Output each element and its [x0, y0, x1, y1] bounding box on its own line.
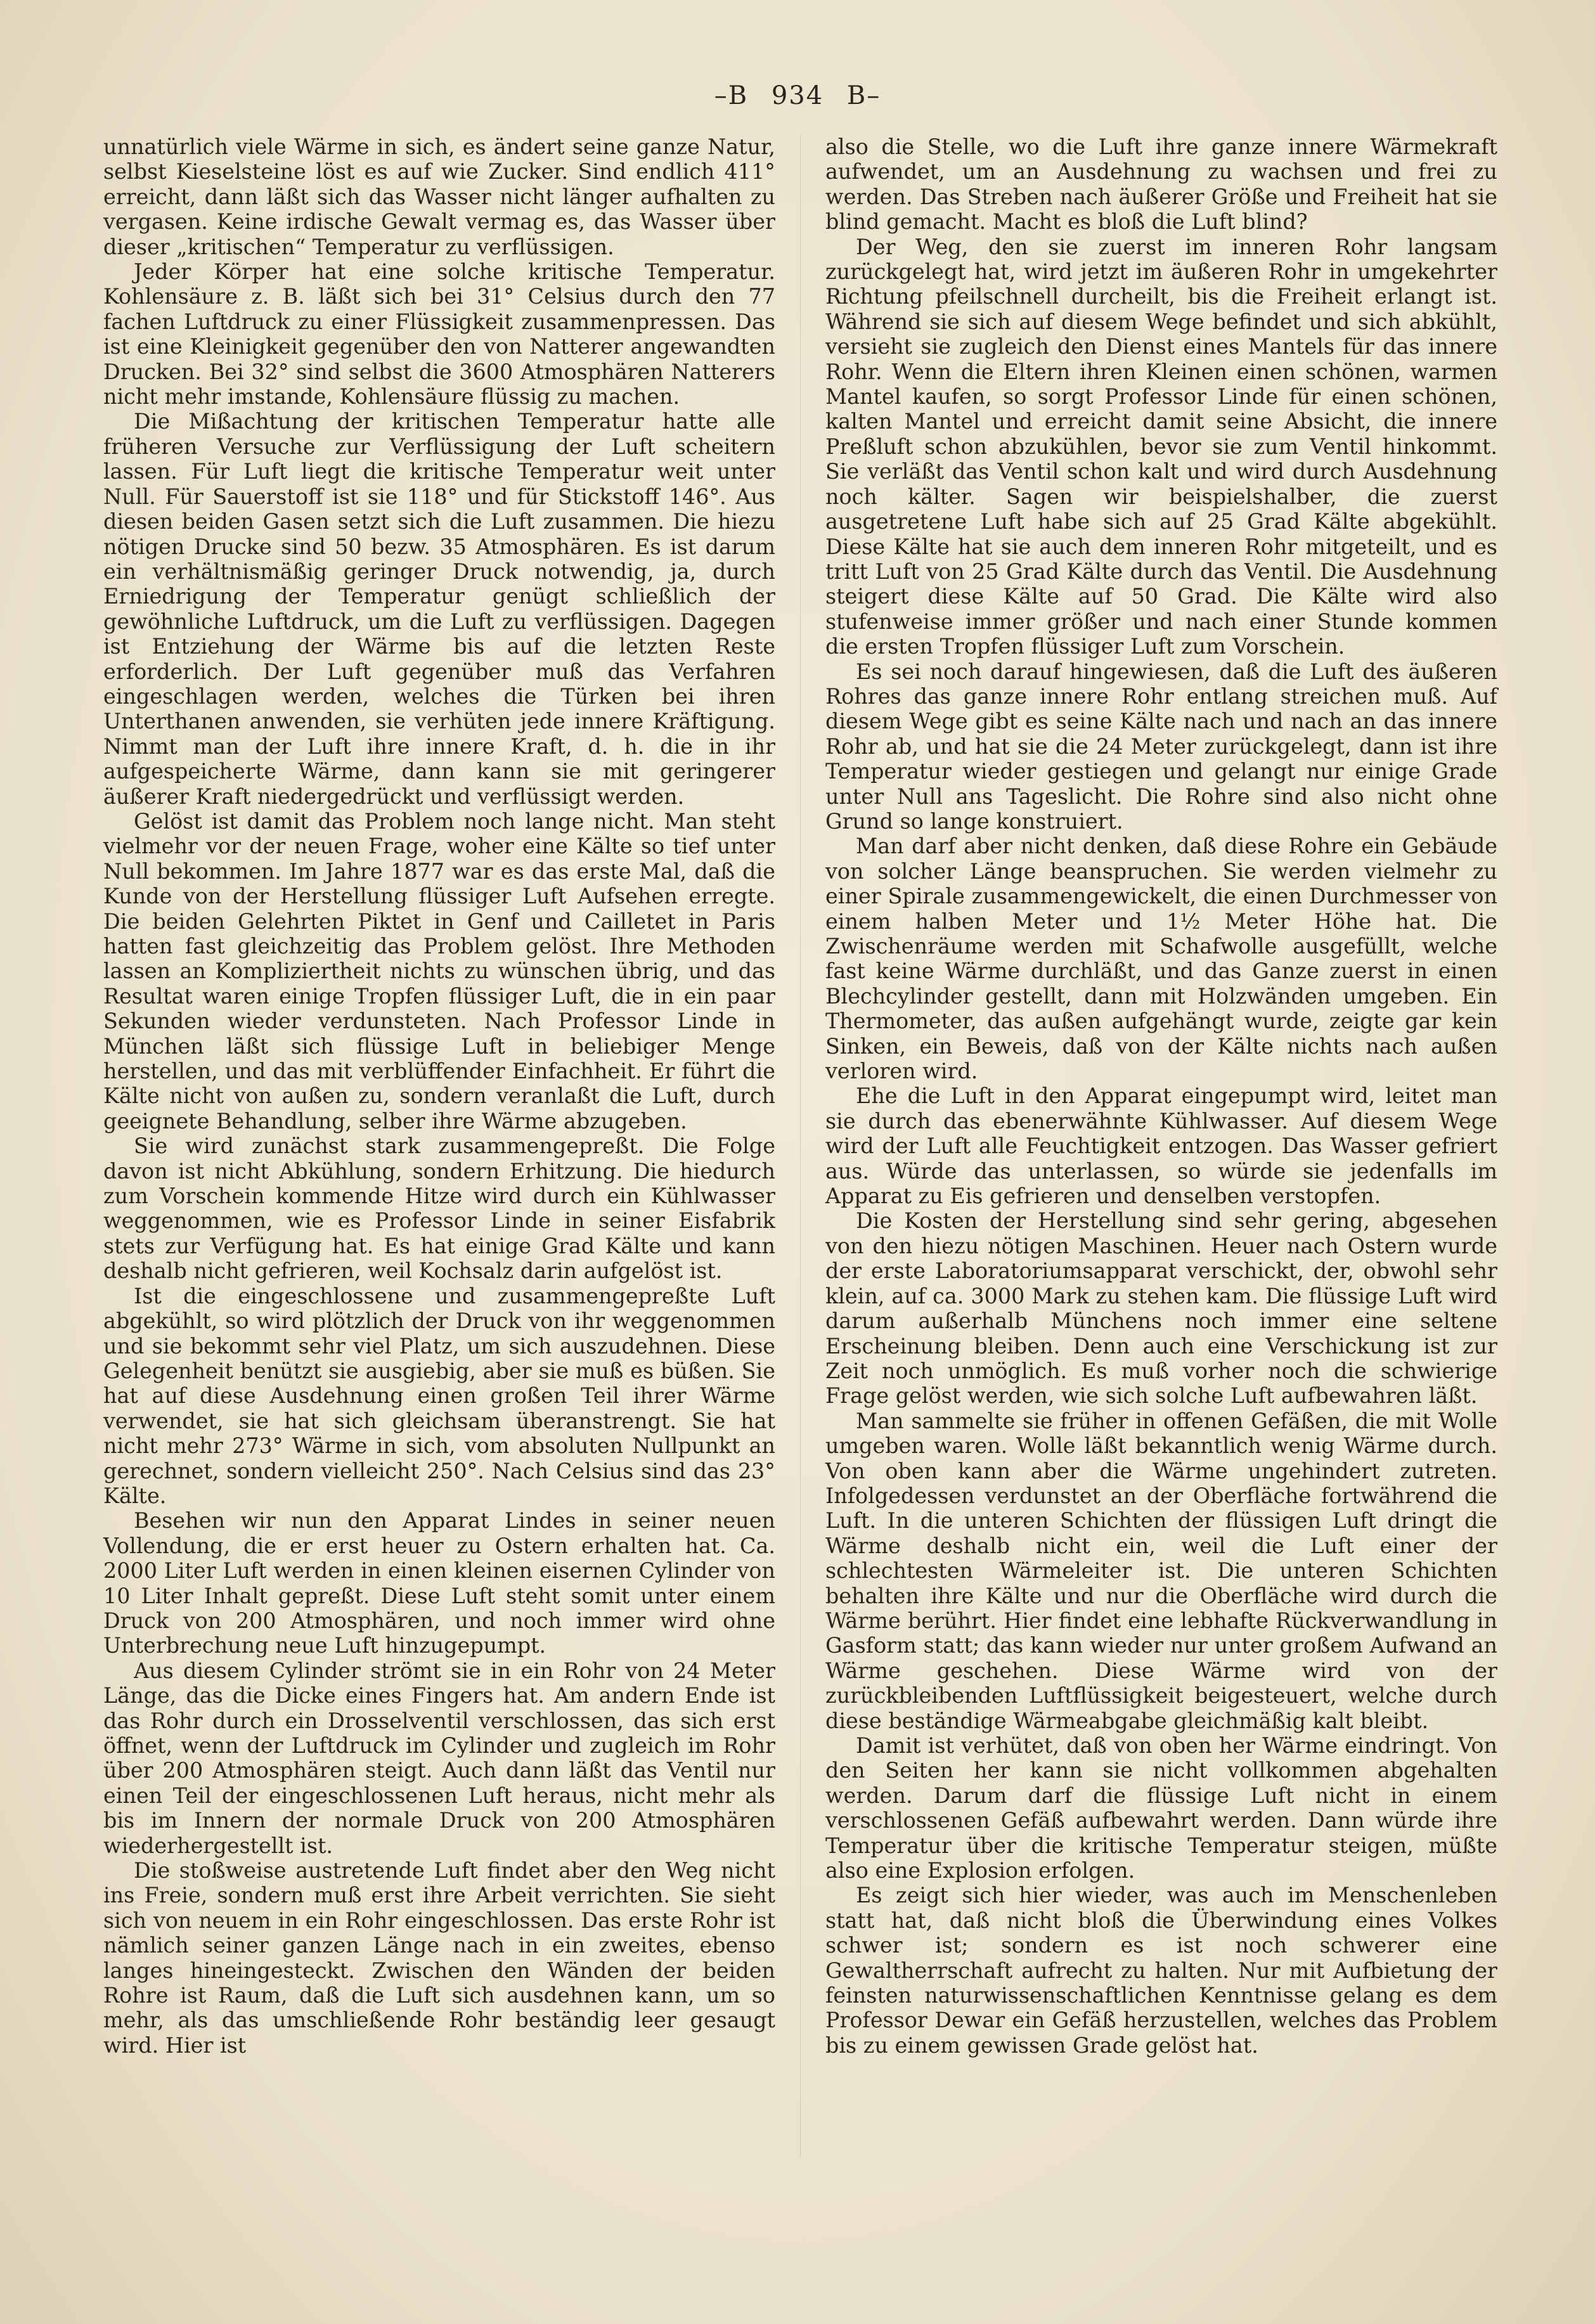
paragraph: Der Weg, den sie zuerst im inneren Rohr langsam zurückgelegt hat, wird jetzt im äußeren Rohr in umgekehrter Richtung pfeilschnell durcheilt, bis die Freiheit erlangt ist. Während sie sich auf diesem Wege befindet und sich abkühlt, versieht sie zugleich den Dienst eines Mantels für das innere Rohr. Wenn die Eltern ihren Kleinen einen schönen, warmen Mantel kaufen, so sorgt Professor Linde für einen schönen, kalten Mantel und erreicht damit seine Absicht, die innere Preßluft schon abzukühlen, bevor sie zum Ventil hinkommt. Sie verläßt das Ventil schon kalt und wird durch Ausdehnung noch kälter. Sagen wir beispielshalber, die zuerst ausgetretene Luft habe sich auf 25 Grad Kälte abgekühlt. Diese Kälte hat sie auch dem inneren Rohr mitgeteilt, und es tritt Luft von 25 Grad Kälte durch das Ventil. Die Ausdehnung steigert diese Kälte auf 50 Grad. Die Kälte wird also stufenweise immer größer und nach einer Stunde kommen die ersten Tropfen flüssiger Luft zum Vorschein.: [825, 234, 1497, 659]
paragraph: Die stoßweise austretende Luft findet aber den Weg nicht ins Freie, sondern muß erst ihre Arbeit verrichten. Sie sieht sich von neuem in ein Rohr eingeschlossen. Das erste Rohr ist nämlich seiner ganzen Länge nach in ein zweites, ebenso langes hineingesteckt. Zwischen den Wänden der beiden Rohre ist Raum, daß die Luft sich ausdehnen kann, um so mehr, als das umschließende Rohr beständig leer gesaugt wird. Hier ist: [103, 1858, 775, 2058]
paragraph: Man sammelte sie früher in offenen Gefäßen, die mit Wolle umgeben waren. Wolle läßt bekanntlich wenig Wärme durch. Von oben kann aber die Wärme ungehindert zutreten. Infolgedessen verdunstet an der Oberfläche fortwährend die Luft. In die unteren Schichten der flüssigen Luft dringt die Wärme deshalb nicht ein, weil die Luft einer der schlechtesten Wärmeleiter ist. Die unteren Schichten behalten ihre Kälte und nur die Oberfläche wird durch die Wärme berührt. Hier findet eine lebhafte Rückverwandlung in Gasform statt; das kann wieder nur unter großem Aufwand an Wärme geschehen. Diese Wärme wird von der zurückbleibenden Luftflüssigkeit beigesteuert, welche durch diese beständige Wärmeabgabe gleichmäßig kalt bleibt.: [825, 1408, 1497, 1733]
left-column: [103, 134, 775, 2058]
paragraph: Aus diesem Cylinder strömt sie in ein Rohr von 24 Meter Länge, das die Dicke eines Fingers hat. Am andern Ende ist das Rohr durch ein Drosselventil verschlossen, das sich erst öffnet, wenn der Luftdruck im Cylinder und zugleich im Rohr über 200 Atmosphären steigt. Auch dann läßt das Ventil nur einen Teil der eingeschlossenen Luft heraus, nicht mehr als bis im Innern der normale Druck von 200 Atmosphären wiederhergestellt ist.: [103, 1658, 775, 1858]
ornament-right: B–: [846, 81, 881, 110]
page-header: [0, 81, 1595, 110]
paragraph: Die Mißachtung der kritischen Temperatur hatte alle früheren Versuche zur Verflüssigung der Luft scheitern lassen. Für Luft liegt die kritische Temperatur weit unter Null. Für Sauerstoff ist sie 118° und für Stickstoff 146°. Aus diesen beiden Gasen setzt sich die Luft zusammen. Die hiezu nötigen Drucke sind 50 bezw. 35 Atmosphären. Es ist darum ein verhältnismäßig geringer Druck notwendig, ja, durch Erniedrigung der Temperatur genügt schließlich der gewöhnliche Luftdruck, um die Luft zu verflüssigen. Dagegen ist Entziehung der Wärme bis auf die letzten Reste erforderlich. Der Luft gegenüber muß das Verfahren eingeschlagen werden, welches die Türken bei ihren Unterthanen anwenden, sie verhüten jede innere Kräftigung. Nimmt man der Luft ihre innere Kraft, d. h. die in ihr aufgespeicherte Wärme, dann kann sie mit geringerer äußerer Kraft niedergedrückt und verflüssigt werden.: [103, 409, 775, 809]
column-gutter: [800, 134, 801, 2157]
paragraph: Sie wird zunächst stark zusammengepreßt. Die Folge davon ist nicht Abkühlung, sondern Erhitzung. Die hiedurch zum Vorschein kommende Hitze wird durch ein Kühlwasser weggenommen, wie es Professor Linde in seiner Eisfabrik stets zur Verfügung hat. Es hat einige Grad Kälte und kann deshalb nicht gefrieren, weil Kochsalz darin aufgelöst ist.: [103, 1133, 775, 1284]
right-column: [825, 134, 1497, 2058]
paragraph: Ist die eingeschlossene und zusammengepreßte Luft abgekühlt, so wird plötzlich der Druck von ihr weggenommen und sie bekommt sehr viel Platz, um sich auszudehnen. Diese Gelegenheit benützt sie ausgiebig, aber sie muß es büßen. Sie hat auf diese Ausdehnung einen großen Teil ihrer Wärme verwendet, sie hat sich gleichsam überanstrengt. Sie hat nicht mehr 273° Wärme in sich, vom absoluten Nullpunkt an gerechnet, sondern vielleicht 250°. Nach Celsius sind das 23° Kälte.: [103, 1283, 775, 1508]
ornament-left: –B: [714, 81, 749, 110]
paragraph: also die Stelle, wo die Luft ihre ganze innere Wärmekraft aufwendet, um an Ausdehnung zu wachsen und frei zu werden. Das Streben nach äußerer Größe und Freiheit hat sie blind gemacht. Macht es bloß die Luft blind?: [825, 134, 1497, 235]
paragraph: Jeder Körper hat eine solche kritische Temperatur. Kohlensäure z. B. läßt sich bei 31° Celsius durch den 77 fachen Luftdruck zu einer Flüssigkeit zusammenpressen. Das ist eine Kleinigkeit gegenüber den von Natterer angewandten Drucken. Bei 32° sind selbst die 3600 Atmosphären Natterers nicht mehr imstande, Kohlensäure flüssig zu machen.: [103, 259, 775, 410]
paragraph: Ehe die Luft in den Apparat eingepumpt wird, leitet man sie durch das ebenerwähnte Kühlwasser. Auf diesem Wege wird der Luft alle Feuchtigkeit entzogen. Das Wasser gefriert aus. Würde das unterlassen, so würde sie jedenfalls im Apparat zu Eis gefrieren und denselben verstopfen.: [825, 1083, 1497, 1209]
page-number: 934: [771, 81, 824, 110]
paragraph: Es sei noch darauf hingewiesen, daß die Luft des äußeren Rohres das ganze innere Rohr entlang streichen muß. Auf diesem Wege gibt es seine Kälte nach und nach an das innere Rohr ab, und hat sie die 24 Meter zurückgelegt, dann ist ihre Temperatur wieder gestiegen und gelangt nur einige Grade unter Null ans Tageslicht. Die Rohre sind also nicht ohne Grund so lange konstruiert.: [825, 659, 1497, 834]
paragraph: Besehen wir nun den Apparat Lindes in seiner neuen Vollendung, die er erst heuer zu Ostern erhalten hat. Ca. 2000 Liter Luft werden in einen kleinen eisernen Cylinder von 10 Liter Inhalt gepreßt. Diese Luft steht somit unter einem Druck von 200 Atmosphären, und noch immer wird ohne Unterbrechung neue Luft hinzugepumpt.: [103, 1508, 775, 1658]
paragraph: Man darf aber nicht denken, daß diese Rohre ein Gebäude von solcher Länge beanspruchen. Sie werden vielmehr zu einer Spirale zusammengewickelt, die einen Durchmesser von einem halben Meter und 1½ Meter Höhe hat. Die Zwischenräume werden mit Schafwolle ausgefüllt, welche fast keine Wärme durchläßt, und das Ganze zuerst in einen Blechcylinder gestellt, dann mit Holzwänden umgeben. Ein Thermometer, das außen aufgehängt wurde, zeigte gar kein Sinken, ein Beweis, daß von der Kälte nichts nach außen verloren wird.: [825, 834, 1497, 1084]
paragraph: Damit ist verhütet, daß von oben her Wärme eindringt. Von den Seiten her kann sie nicht vollkommen abgehalten werden. Darum darf die flüssige Luft nicht in einem verschlossenen Gefäß aufbewahrt werden. Dann würde ihre Temperatur über die kritische Temperatur steigen, müßte also eine Explosion erfolgen.: [825, 1733, 1497, 1883]
paragraph: Gelöst ist damit das Problem noch lange nicht. Man steht vielmehr vor der neuen Frage, woher eine Kälte so tief unter Null bekommen. Im Jahre 1877 war es das erste Mal, daß die Kunde von der Herstellung flüssiger Luft Aufsehen erregte. Die beiden Gelehrten Piktet in Genf und Cailletet in Paris hatten fast gleichzeitig das Problem gelöst. Ihre Methoden lassen an Kompliziertheit nichts zu wünschen übrig, und das Resultat waren einige Tropfen flüssiger Luft, die in ein paar Sekunden wieder verdunsteten. Nach Professor Linde in München läßt sich flüssige Luft in beliebiger Menge herstellen, und das mit verblüffender Einfachheit. Er führt die Kälte nicht von außen zu, sondern veranlaßt die Luft, durch geeignete Behandlung, selber ihre Wärme abzugeben.: [103, 808, 775, 1133]
paragraph: unnatürlich viele Wärme in sich, es ändert seine ganze Natur, selbst Kieselsteine löst es auf wie Zucker. Sind endlich 411° erreicht, dann läßt sich das Wasser nicht länger aufhalten zu vergasen. Keine irdische Gewalt vermag es, das Wasser über dieser „kritischen“ Temperatur zu verflüssigen.: [103, 134, 775, 259]
paragraph: Die Kosten der Herstellung sind sehr gering, abgesehen von den hiezu nötigen Maschinen. Heuer nach Ostern wurde der erste Laboratoriumsapparat verschickt, der, obwohl sehr klein, auf ca. 3000 Mark zu stehen kam. Die flüssige Luft wird darum außerhalb Münchens noch immer eine seltene Erscheinung bleiben. Denn auch eine Verschickung ist zur Zeit noch unmöglich. Es muß vorher noch die schwierige Frage gelöst werden, wie sich solche Luft aufbewahren läßt.: [825, 1208, 1497, 1409]
paragraph: Es zeigt sich hier wieder, was auch im Menschenleben statt hat, daß nicht bloß die Überwindung eines Volkes schwer ist; sondern es ist noch schwerer eine Gewaltherrschaft aufrecht zu halten. Nur mit Aufbietung der feinsten naturwissenschaftlichen Kenntnisse gelang es dem Professor Dewar ein Gefäß herzustellen, welches das Problem bis zu einem gewissen Grade gelöst hat.: [825, 1883, 1497, 2058]
